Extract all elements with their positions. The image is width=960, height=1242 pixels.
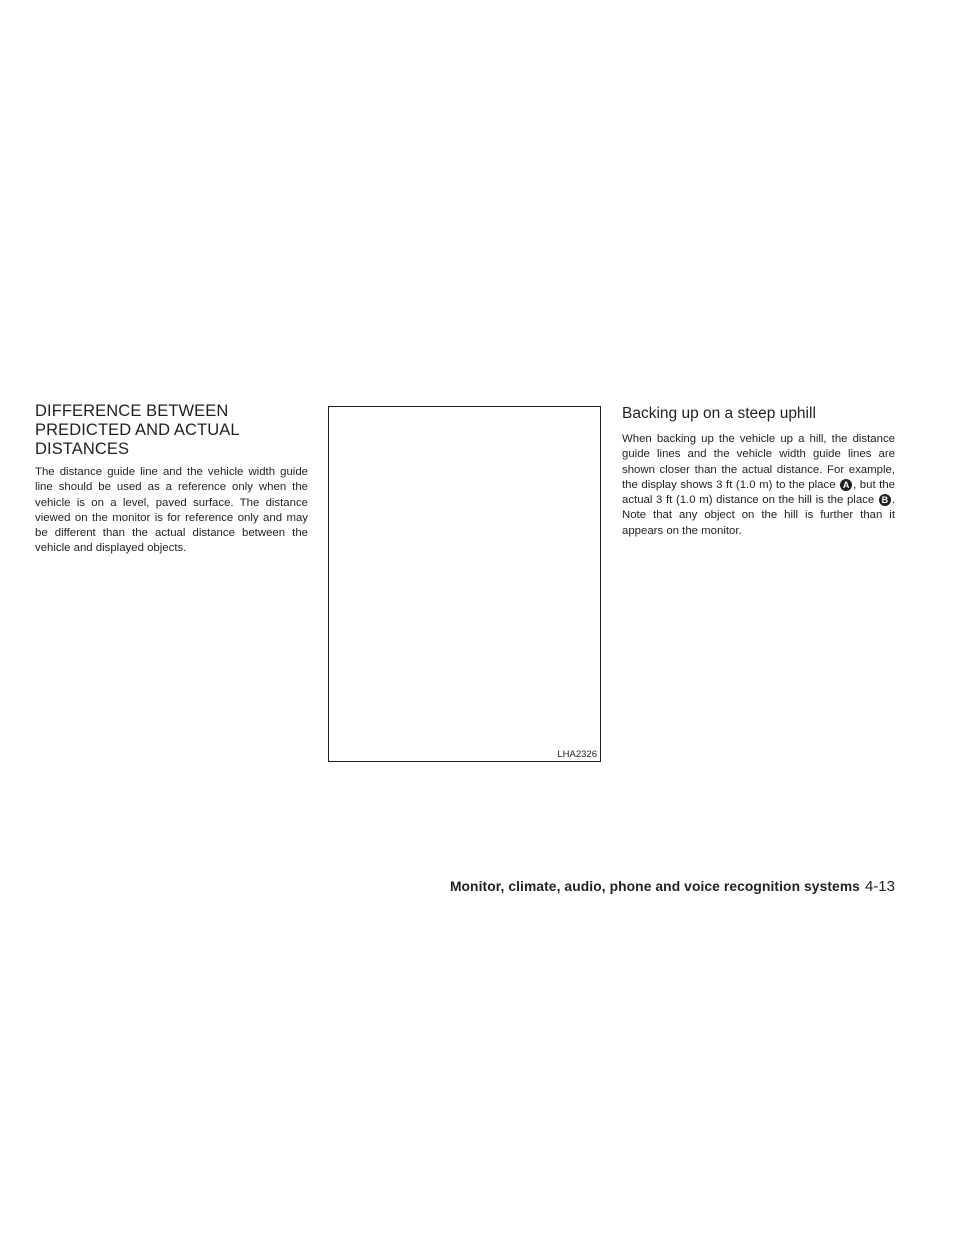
section-heading-line-1: DIFFERENCE BETWEEN <box>35 402 229 420</box>
figure-id-label: LHA2326 <box>557 749 597 760</box>
marker-b-icon: B <box>879 494 891 506</box>
uphill-paragraph <box>622 432 895 539</box>
uphill-text-part-2: , but the actual 3 ft (1.0 m) distance on the hill is the place <box>622 478 895 507</box>
subsection-heading: Backing up on a steep uphill <box>622 405 816 422</box>
left-column <box>35 402 308 557</box>
page-number: 4-13 <box>864 878 895 895</box>
uphill-text-part-3: . Note that any object on the hill is further than it appears on the monitor. <box>622 494 895 537</box>
section-heading <box>35 402 308 459</box>
right-column <box>622 405 895 539</box>
distance-reference-paragraph: The distance guide line and the vehicle width guide line should be used as a reference only when the vehicle is on a level, paved surface. The distance viewed on the monitor is for reference only and may be different than the actual distance between the vehicle and displayed objects. <box>35 466 308 555</box>
marker-a-icon: A <box>840 479 852 491</box>
uphill-text-part-1: When backing up the vehicle up a hill, the distance guide lines and the vehicle width guide lines are shown closer than the actual distance. For example, the display shows 3 ft (1.0 m) to the place <box>622 433 895 491</box>
section-heading-line-3: DISTANCES <box>35 440 130 458</box>
illustration-figure <box>328 406 601 762</box>
footer-section-title: Monitor, climate, audio, phone and voice recognition systems <box>449 879 860 894</box>
section-heading-line-2: PREDICTED AND ACTUAL <box>35 421 240 439</box>
page-footer <box>0 878 895 896</box>
